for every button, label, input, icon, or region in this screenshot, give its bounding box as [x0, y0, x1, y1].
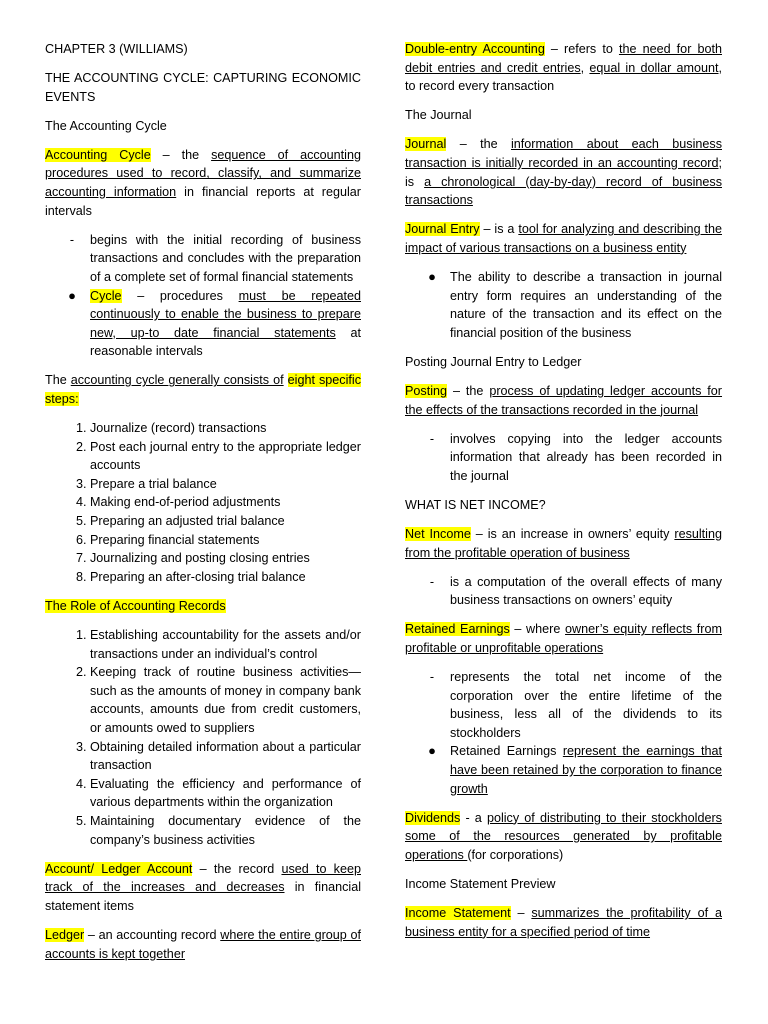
term-highlight: Double-entry Accounting: [405, 42, 545, 56]
list-item: 2. Keeping track of routine business activities—such as the amounts of money in company bank accounts, amounts due from credit customers, or amounts owed to suppliers: [90, 663, 361, 737]
list-item: 6. Preparing financial statements: [90, 531, 361, 550]
list-item: 5. Maintaining documentary evidence of the company’s business activities: [90, 812, 361, 849]
steps-intro: The accounting cycle generally consists of eight specific steps:: [45, 373, 361, 406]
list-item: ● Retained Earnings represent the earnings that have been retained by the corporation to finance growth: [405, 742, 722, 798]
accounting-cycle-steps: [45, 419, 361, 586]
list-item: ● Cycle – procedures must be repeated continuously to enable the business to prepare new, up-to date financial statements at reasonable intervals: [45, 287, 361, 361]
list-item: 1. Establishing accountability for the assets and/or transactions under an individual’s control: [90, 626, 361, 663]
list-item: 1. Journalize (record) transactions: [90, 419, 361, 438]
net-income-definition: Net Income – is an increase in owners’ equity resulting from the profitable operation of business: [405, 526, 722, 560]
section-heading-posting: Posting Journal Entry to Ledger: [405, 354, 582, 369]
underlined-phrase: equal in dollar amount: [589, 60, 719, 75]
list-item: 3. Prepare a trial balance: [90, 475, 361, 494]
ledger-definition: Ledger – an accounting record where the entire group of accounts is kept together: [45, 927, 361, 961]
list-item: 2. Post each journal entry to the appropriate ledger accounts: [90, 438, 361, 475]
underlined-phrase: a chronological (day-by-day) record of business transactions: [405, 174, 722, 208]
underlined-phrase: process of updating ledger accounts for the effects of the transactions recorded in the journal: [405, 383, 723, 417]
term-highlight: eight specific steps:: [45, 373, 361, 406]
term-highlight: Income Statement: [405, 906, 511, 921]
term-highlight: Ledger: [45, 927, 85, 942]
dash-marker: -: [429, 670, 435, 685]
list-item: 4. Making end-of-period adjustments: [90, 493, 361, 512]
journal-entry-definition: Journal Entry – is a tool for analyzing and describing the impact of various transactions on a business entity: [405, 222, 722, 255]
retained-earnings-details: [405, 668, 722, 798]
chapter-label: CHAPTER 3 (WILLIAMS): [45, 42, 188, 56]
posting-definition: Posting – the process of updating ledger accounts for the effects of the transactions recorded in the journal: [405, 383, 723, 417]
term-highlight: Journal Entry: [405, 222, 480, 237]
document-title: THE ACCOUNTING CYCLE: CAPTURING ECONOMIC EVENTS: [45, 71, 361, 104]
retained-earnings-definition: Retained Earnings – where owner’s equity reflects from profitable or unprofitable operations: [405, 622, 722, 655]
net-income-details: [405, 573, 722, 610]
term-highlight: Accounting Cycle: [45, 147, 151, 162]
bullet-marker: ●: [428, 268, 436, 284]
underlined-phrase: owner’s equity reflects from profitable or unprofitable operations: [405, 622, 722, 655]
list-item: - involves copying into the ledger accounts information that already has been recorded in the journal: [405, 430, 722, 486]
list-item: - is a computation of the overall effects of many business transactions on owners’ equity: [405, 573, 722, 610]
role-list: [45, 626, 361, 849]
underlined-phrase: where the entire group of accounts is kept together: [45, 927, 361, 961]
underlined-phrase: the need for both debit entries and credit entries: [405, 42, 722, 75]
list-item: 5. Preparing an adjusted trial balance: [90, 512, 361, 531]
term-highlight: The Role of Accounting Records: [45, 598, 226, 613]
list-item: - begins with the initial recording of business transactions and concludes with the preparation of a complete set of formal financial statements: [45, 231, 361, 287]
underlined-phrase: must be repeated continuously to enable the business to prepare new, up-to date financial statements: [90, 288, 361, 340]
underlined-phrase: resulting from the profitable operation of business: [405, 526, 722, 560]
term-highlight: Net Income: [405, 526, 471, 541]
underlined-phrase: summarizes the profitability of a business entity for a specified period of time: [405, 906, 722, 939]
posting-details: [405, 430, 722, 486]
role-heading: [45, 597, 361, 616]
list-item: 7. Journalizing and posting closing entries: [90, 549, 361, 568]
underlined-phrase: accounting cycle generally consists of: [70, 373, 284, 388]
bullet-marker: ●: [428, 743, 436, 759]
bullet-marker: ●: [68, 287, 76, 303]
list-item: 3. Obtaining detailed information about a particular transaction: [90, 738, 361, 775]
term-highlight: Dividends: [405, 810, 461, 825]
term-highlight: Journal: [405, 137, 447, 152]
dividends-definition: Dividends - a policy of distributing to their stockholders some of the resources generated by profitable operations (for corporations): [405, 810, 722, 862]
underlined-phrase: represent the earnings that have been retained by the corporation to finance growth: [450, 744, 722, 796]
right-column: [405, 40, 722, 952]
left-column: [45, 40, 361, 974]
list-item: ● The ability to describe a transaction in journal entry form requires an understanding of the nature of the transaction and its effect on the financial position of the business: [405, 268, 722, 342]
dash-marker: -: [429, 431, 435, 446]
list-item: 4. Evaluating the efficiency and performance of various departments within the organization: [90, 775, 361, 812]
term-highlight: Account/ Ledger Account: [45, 861, 193, 876]
list-item: 8. Preparing an after-closing trial balance: [90, 568, 361, 587]
income-statement-definition: Income Statement – summarizes the profitability of a business entity for a specified period of time: [405, 906, 722, 939]
underlined-phrase: used to keep track of the increases and decreases: [45, 861, 361, 895]
section-heading-income-statement: Income Statement Preview: [405, 876, 556, 891]
double-entry-definition: Double-entry Accounting – refers to the need for both debit entries and credit entries, equal in dollar amount, to record every transaction: [405, 42, 723, 94]
ledger-account-definition: Account/ Ledger Account – the record used to keep track of the increases and decreases in financial statement items: [45, 861, 361, 913]
term-highlight: Cycle: [90, 288, 122, 303]
underlined-phrase: information about each business transaction is initially recorded in an accounting record: [405, 137, 722, 170]
accounting-cycle-definition: Accounting Cycle – the sequence of accounting procedures used to record, classify, and summarize accounting information in financial reports at regular intervals: [45, 147, 362, 218]
underlined-phrase: sequence of accounting procedures used to record, classify, and summarize accounting information: [45, 147, 361, 200]
underlined-phrase: tool for analyzing and describing the impact of various transactions on a business entity: [405, 222, 722, 255]
journal-entry-details: [405, 268, 722, 342]
term-highlight: Retained Earnings: [405, 622, 510, 637]
underlined-phrase: policy of distributing to their stockholders some of the resources generated by profitable operations: [405, 810, 722, 862]
dash-marker: -: [429, 574, 435, 589]
section-heading-net-income: WHAT IS NET INCOME?: [405, 497, 546, 512]
accounting-cycle-details: [45, 231, 361, 361]
journal-definition: Journal – the information about each business transaction is initially recorded in an accounting record; is a chronological (day-by-day) record of business transactions: [405, 137, 722, 208]
section-heading-accounting-cycle: The Accounting Cycle: [45, 118, 167, 133]
term-highlight: Posting: [405, 383, 448, 398]
list-item: - represents the total net income of the corporation over the entire lifetime of the business, less all of the dividends to its stockholders: [405, 668, 722, 742]
section-heading-journal: The Journal: [405, 108, 472, 123]
dash-marker: -: [69, 232, 75, 247]
